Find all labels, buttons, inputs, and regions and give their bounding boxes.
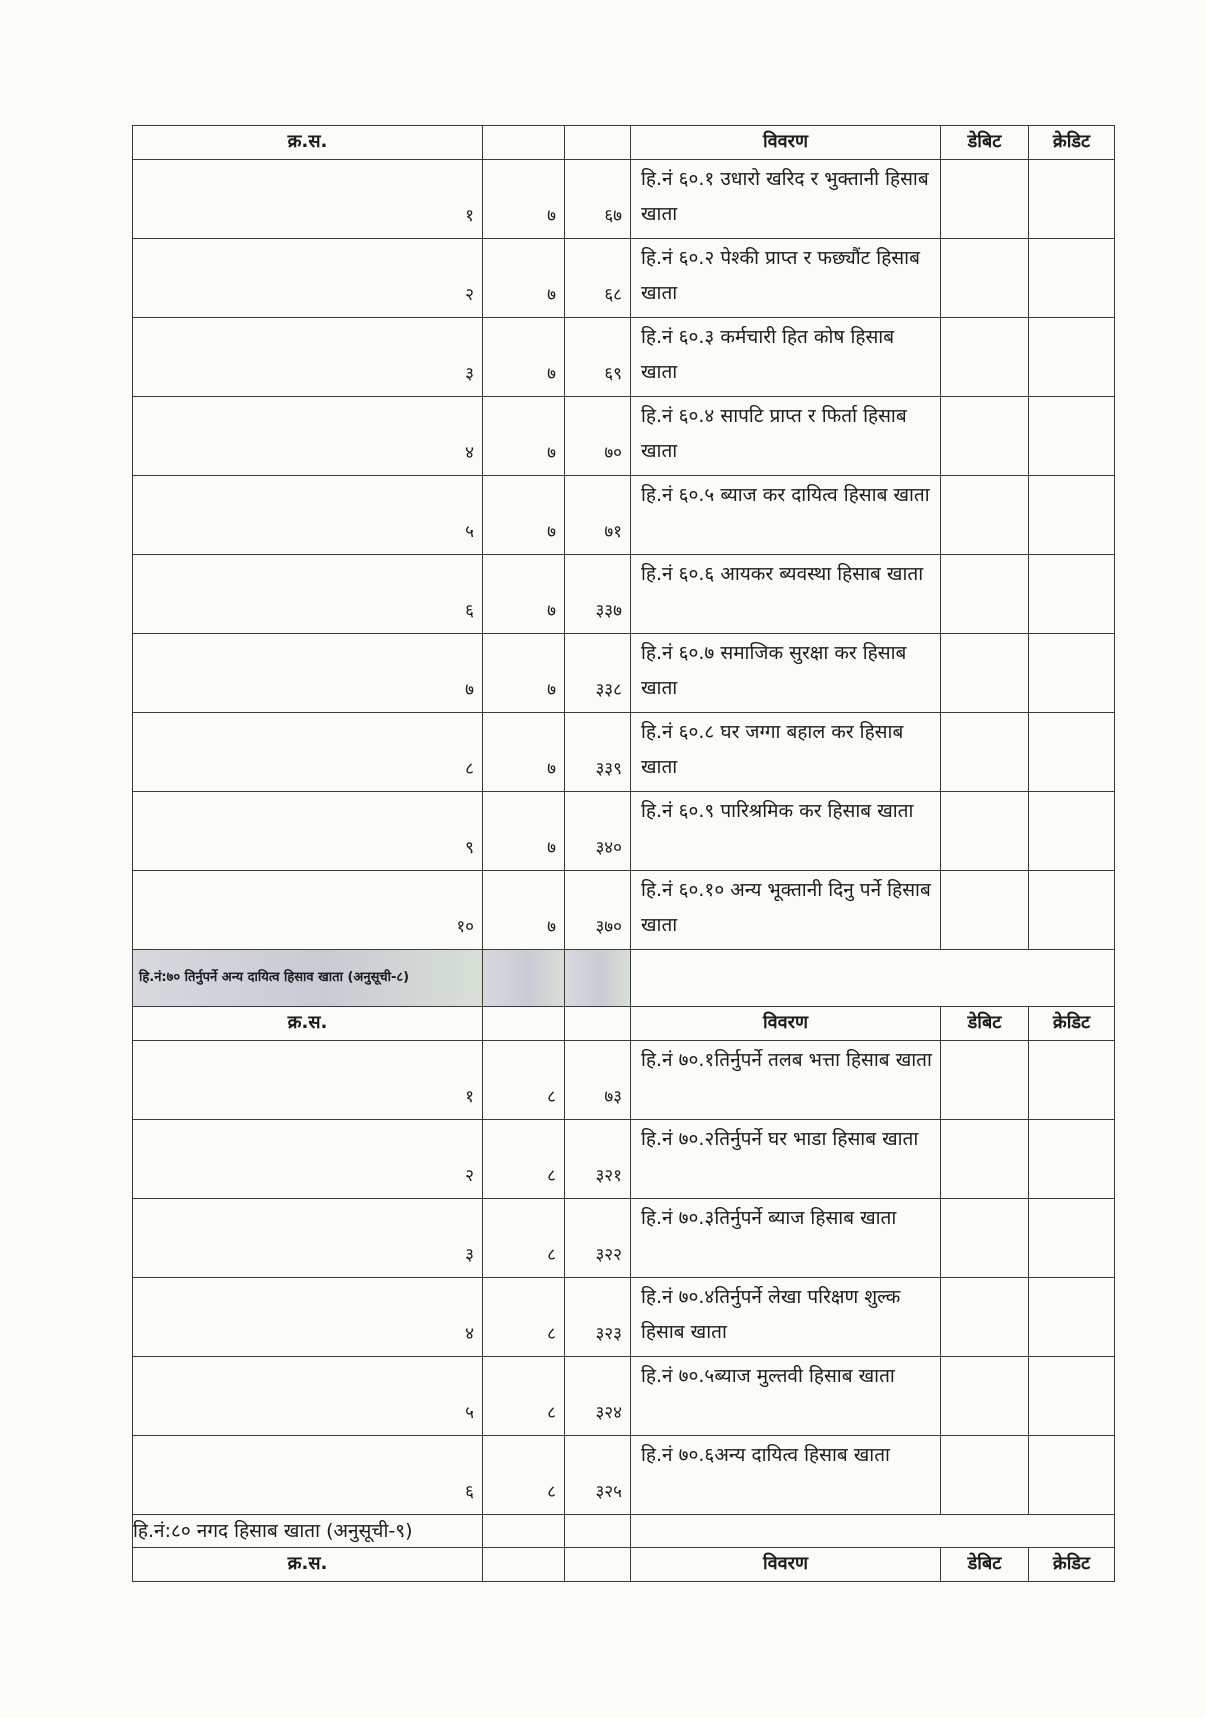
row-description: हि.नं ६०.५ ब्याज कर दायित्व हिसाब खाता (631, 476, 941, 555)
row-code: ६७ (565, 160, 631, 239)
row-sn: ६ (133, 555, 483, 634)
row-debit (941, 239, 1029, 318)
row-code: ३२३ (565, 1278, 631, 1357)
row-group: ७ (483, 555, 565, 634)
row-credit (1029, 239, 1115, 318)
table-row (133, 1278, 1115, 1357)
row-sn: ५ (133, 1357, 483, 1436)
header-row-1 (133, 126, 1115, 160)
row-group: ८ (483, 1357, 565, 1436)
row-code: ६८ (565, 239, 631, 318)
row-debit (941, 1041, 1029, 1120)
row-description: हि.नं ६०.९ पारिश्रमिक कर हिसाब खाता (631, 792, 941, 871)
row-code: ३४० (565, 792, 631, 871)
row-group: ८ (483, 1199, 565, 1278)
desc-header: विवरण (631, 1007, 941, 1041)
row-sn: ४ (133, 397, 483, 476)
row-code: ७० (565, 397, 631, 476)
table-row (133, 713, 1115, 792)
table-row (133, 792, 1115, 871)
row-description: हि.नं ७०.५ब्याज मुल्तवी हिसाब खाता (631, 1357, 941, 1436)
row-credit (1029, 555, 1115, 634)
row-code: ३२२ (565, 1199, 631, 1278)
row-code: ३२१ (565, 1120, 631, 1199)
row-description: हि.नं ७०.२तिर्नुपर्ने घर भाडा हिसाब खाता (631, 1120, 941, 1199)
row-description: हि.नं ६०.६ आयकर ब्यवस्था हिसाब खाता (631, 555, 941, 634)
row-group: ७ (483, 634, 565, 713)
row-debit (941, 160, 1029, 239)
row-group: ७ (483, 476, 565, 555)
row-debit (941, 397, 1029, 476)
row-sn: ४ (133, 1278, 483, 1357)
row-credit (1029, 634, 1115, 713)
row-debit (941, 713, 1029, 792)
debit-header: डेबिट (941, 1548, 1029, 1582)
row-code: ३२५ (565, 1436, 631, 1515)
row-code: ३३७ (565, 555, 631, 634)
table-row (133, 397, 1115, 476)
table-row (133, 318, 1115, 397)
row-group: ७ (483, 239, 565, 318)
table-row (133, 160, 1115, 239)
section-title: हि.नं:७० तिर्नुपर्ने अन्य दायित्व हिसाव खाता (अनुसूची-८) (133, 950, 483, 1007)
row-sn: ३ (133, 318, 483, 397)
row-credit (1029, 318, 1115, 397)
row-group: ८ (483, 1278, 565, 1357)
table-row (133, 1041, 1115, 1120)
row-group: ७ (483, 160, 565, 239)
row-description: हि.नं ६०.८ घर जग्गा बहाल कर हिसाब खाता (631, 713, 941, 792)
row-group: ७ (483, 318, 565, 397)
header-row-2 (133, 1007, 1115, 1041)
row-credit (1029, 713, 1115, 792)
row-credit (1029, 871, 1115, 950)
row-description: हि.नं ६०.३ कर्मचारी हित कोष हिसाब खाता (631, 318, 941, 397)
row-debit (941, 1278, 1029, 1357)
row-code: ६९ (565, 318, 631, 397)
table-row (133, 1120, 1115, 1199)
row-group: ८ (483, 1436, 565, 1515)
row-sn: १ (133, 1041, 483, 1120)
row-description: हि.नं ६०.१ उधारो खरिद र भुक्तानी हिसाब खाता (631, 160, 941, 239)
row-credit (1029, 1278, 1115, 1357)
row-group: ७ (483, 713, 565, 792)
sn-header: क्र.स. (133, 1007, 483, 1041)
row-credit (1029, 1120, 1115, 1199)
row-description: हि.नं ६०.७ समाजिक सुरक्षा कर हिसाब खाता (631, 634, 941, 713)
debit-header: डेबिट (941, 1007, 1029, 1041)
row-sn: ७ (133, 634, 483, 713)
table-row (133, 1436, 1115, 1515)
table-row (133, 871, 1115, 950)
row-code: ७३ (565, 1041, 631, 1120)
row-credit (1029, 1199, 1115, 1278)
row-sn: ५ (133, 476, 483, 555)
row-sn: ८ (133, 713, 483, 792)
section-title-row (133, 1515, 1115, 1548)
row-group: ८ (483, 1120, 565, 1199)
section-title: हि.नं:८० नगद हिसाब खाता (अनुसूची-९) (133, 1515, 483, 1548)
sn-header: क्र.स. (133, 126, 483, 160)
row-sn: १ (133, 160, 483, 239)
sn-header: क्र.स. (133, 1548, 483, 1582)
row-description: हि.नं ६०.१० अन्य भूक्तानी दिनु पर्ने हिसाब खाता (631, 871, 941, 950)
row-group: ७ (483, 871, 565, 950)
row-credit (1029, 792, 1115, 871)
table-row (133, 1357, 1115, 1436)
row-debit (941, 1199, 1029, 1278)
row-debit (941, 1120, 1029, 1199)
table-row (133, 1199, 1115, 1278)
row-debit (941, 1436, 1029, 1515)
row-credit (1029, 1436, 1115, 1515)
table-row (133, 239, 1115, 318)
row-debit (941, 555, 1029, 634)
ledger-table (132, 125, 1115, 1582)
table-row (133, 555, 1115, 634)
row-code: ३३९ (565, 713, 631, 792)
desc-header: विवरण (631, 1548, 941, 1582)
row-code: ७१ (565, 476, 631, 555)
row-credit (1029, 476, 1115, 555)
row-description: हि.नं ७०.१तिर्नुपर्ने तलब भत्ता हिसाब खाता (631, 1041, 941, 1120)
desc-header: विवरण (631, 126, 941, 160)
row-description: हि.नं ७०.४तिर्नुपर्ने लेखा परिक्षण शुल्क हिसाब खाता (631, 1278, 941, 1357)
row-sn: ६ (133, 1436, 483, 1515)
row-debit (941, 1357, 1029, 1436)
row-group: ७ (483, 792, 565, 871)
row-debit (941, 318, 1029, 397)
row-description: हि.नं ७०.६अन्य दायित्व हिसाब खाता (631, 1436, 941, 1515)
table-row (133, 634, 1115, 713)
row-debit (941, 476, 1029, 555)
row-sn: २ (133, 1120, 483, 1199)
row-credit (1029, 160, 1115, 239)
row-description: हि.नं ६०.४ सापटि प्राप्त र फिर्ता हिसाब खाता (631, 397, 941, 476)
row-code: ३३८ (565, 634, 631, 713)
row-group: ८ (483, 1041, 565, 1120)
row-sn: २ (133, 239, 483, 318)
credit-header: क्रेडिट (1029, 1007, 1115, 1041)
header-row-3 (133, 1548, 1115, 1582)
row-sn: ३ (133, 1199, 483, 1278)
section-title-row (133, 950, 1115, 1007)
row-debit (941, 871, 1029, 950)
row-code: ३२४ (565, 1357, 631, 1436)
row-description: हि.नं ७०.३तिर्नुपर्ने ब्याज हिसाब खाता (631, 1199, 941, 1278)
row-credit (1029, 1357, 1115, 1436)
row-credit (1029, 1041, 1115, 1120)
row-debit (941, 792, 1029, 871)
row-group: ७ (483, 397, 565, 476)
row-credit (1029, 397, 1115, 476)
credit-header: क्रेडिट (1029, 1548, 1115, 1582)
table-row (133, 476, 1115, 555)
ledger-body (133, 126, 1115, 1582)
row-sn: १० (133, 871, 483, 950)
row-debit (941, 634, 1029, 713)
row-sn: ९ (133, 792, 483, 871)
row-code: ३७० (565, 871, 631, 950)
row-description: हि.नं ६०.२ पेश्की प्राप्त र फछ्यौंट हिसाब खाता (631, 239, 941, 318)
credit-header: क्रेडिट (1029, 126, 1115, 160)
debit-header: डेबिट (941, 126, 1029, 160)
